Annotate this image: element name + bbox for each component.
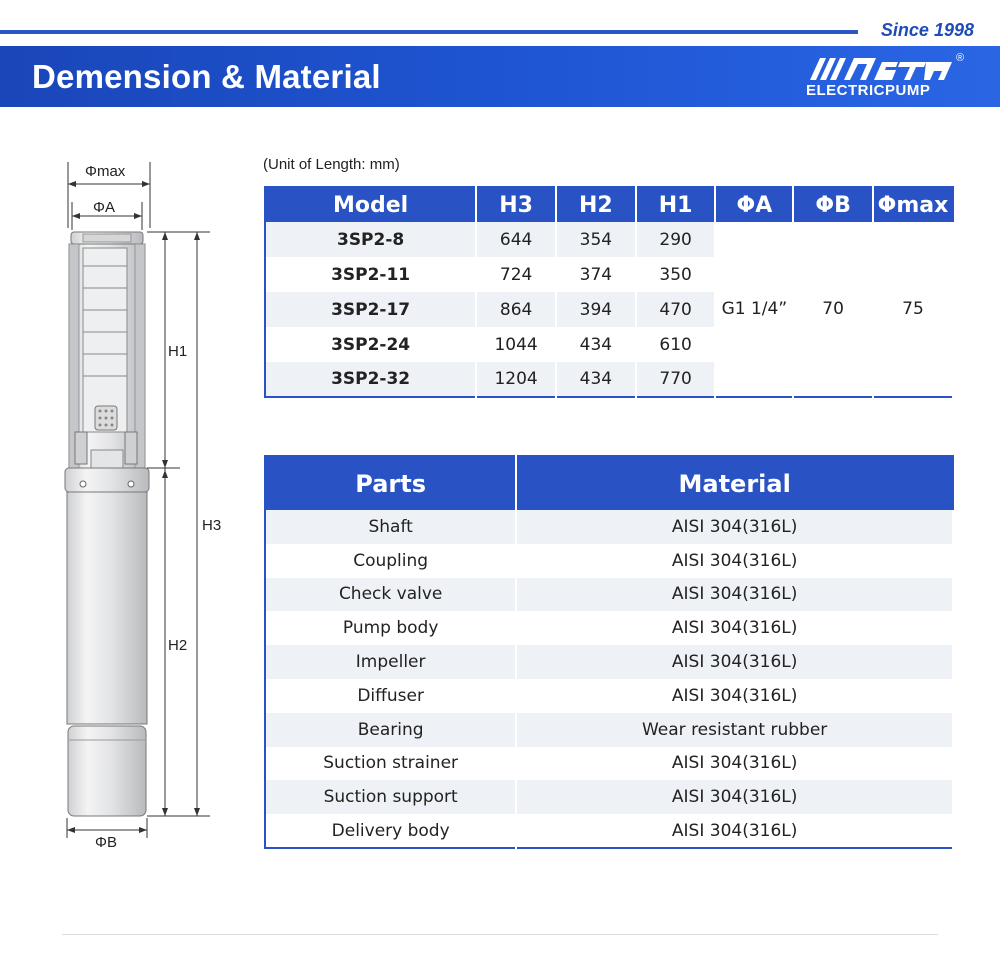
- table-row: [265, 747, 953, 781]
- brand-logo: [806, 52, 971, 102]
- model-cell: 3SP2-8: [265, 222, 476, 257]
- table-row: [265, 645, 953, 679]
- h2-cell: 354: [556, 222, 636, 257]
- material-cell: AISI 304(316L): [516, 679, 953, 713]
- phi-a-label: ΦA: [93, 199, 115, 216]
- column-header: Model: [265, 187, 476, 222]
- material-cell: AISI 304(316L): [516, 645, 953, 679]
- material-cell: AISI 304(316L): [516, 510, 953, 544]
- part-cell: Suction strainer: [265, 747, 516, 781]
- table-header-row: [265, 187, 953, 222]
- column-header: H1: [636, 187, 716, 222]
- part-cell: Coupling: [265, 544, 516, 578]
- column-header: ΦA: [715, 187, 793, 222]
- title-banner: [0, 46, 1000, 107]
- h3-cell: 724: [476, 257, 556, 292]
- phi-a-cell: G1 1/4”: [715, 222, 793, 397]
- table-header-row: [265, 456, 953, 510]
- part-cell: Delivery body: [265, 814, 516, 848]
- h1-cell: 290: [636, 222, 716, 257]
- h1-cell: 350: [636, 257, 716, 292]
- header-rule: [0, 30, 858, 34]
- h3-cell: 864: [476, 292, 556, 327]
- h3-cell: 1204: [476, 362, 556, 397]
- h1-label: H1: [168, 343, 188, 360]
- table-row: [265, 510, 953, 544]
- part-cell: Suction support: [265, 780, 516, 814]
- h3-cell: 1044: [476, 327, 556, 362]
- table-row: [265, 780, 953, 814]
- material-cell: Wear resistant rubber: [516, 713, 953, 747]
- table-row: [265, 611, 953, 645]
- table-row: [265, 578, 953, 612]
- column-header: H3: [476, 187, 556, 222]
- h3-label: H3: [202, 517, 222, 534]
- model-cell: 3SP2-17: [265, 292, 476, 327]
- model-cell: 3SP2-24: [265, 327, 476, 362]
- column-header: ΦB: [793, 187, 873, 222]
- part-cell: Diffuser: [265, 679, 516, 713]
- h3-cell: 644: [476, 222, 556, 257]
- table-row: [265, 814, 953, 848]
- pump-drawing: [55, 150, 255, 870]
- table-row: [265, 713, 953, 747]
- material-cell: AISI 304(316L): [516, 611, 953, 645]
- part-cell: Impeller: [265, 645, 516, 679]
- material-cell: AISI 304(316L): [516, 814, 953, 848]
- logo-text: ELECTRICPUMP: [806, 82, 931, 99]
- table-row: [265, 222, 953, 257]
- model-cell: 3SP2-11: [265, 257, 476, 292]
- material-cell: AISI 304(316L): [516, 747, 953, 781]
- h2-cell: 434: [556, 362, 636, 397]
- column-header: Parts: [265, 456, 516, 510]
- part-cell: Check valve: [265, 578, 516, 612]
- column-header: H2: [556, 187, 636, 222]
- h2-cell: 394: [556, 292, 636, 327]
- model-cell: 3SP2-32: [265, 362, 476, 397]
- since-text: Since 1998: [880, 20, 974, 40]
- h1-cell: 610: [636, 327, 716, 362]
- dimension-table: [264, 186, 954, 398]
- table-row: [265, 679, 953, 713]
- column-header: Φmax: [873, 187, 953, 222]
- h2-label: H2: [168, 637, 188, 654]
- registered-mark: ®: [956, 52, 965, 64]
- pump-diagram: [55, 150, 255, 870]
- column-header: Material: [516, 456, 953, 510]
- material-cell: AISI 304(316L): [516, 578, 953, 612]
- footer-divider: [62, 934, 938, 935]
- part-cell: Shaft: [265, 510, 516, 544]
- h2-cell: 434: [556, 327, 636, 362]
- part-cell: Pump body: [265, 611, 516, 645]
- material-table: [264, 455, 954, 849]
- phi-b-label: ΦB: [95, 834, 117, 851]
- part-cell: Bearing: [265, 713, 516, 747]
- logo-mark: [806, 54, 956, 82]
- table-row: [265, 544, 953, 578]
- h1-cell: 470: [636, 292, 716, 327]
- phi-max-cell: 75: [873, 222, 953, 397]
- material-cell: AISI 304(316L): [516, 544, 953, 578]
- phi-b-cell: 70: [793, 222, 873, 397]
- phi-max-label: Φmax: [85, 163, 126, 180]
- page-title: Demension & Material: [32, 58, 381, 95]
- h2-cell: 374: [556, 257, 636, 292]
- unit-note: (Unit of Length: mm): [263, 156, 400, 173]
- material-cell: AISI 304(316L): [516, 780, 953, 814]
- h1-cell: 770: [636, 362, 716, 397]
